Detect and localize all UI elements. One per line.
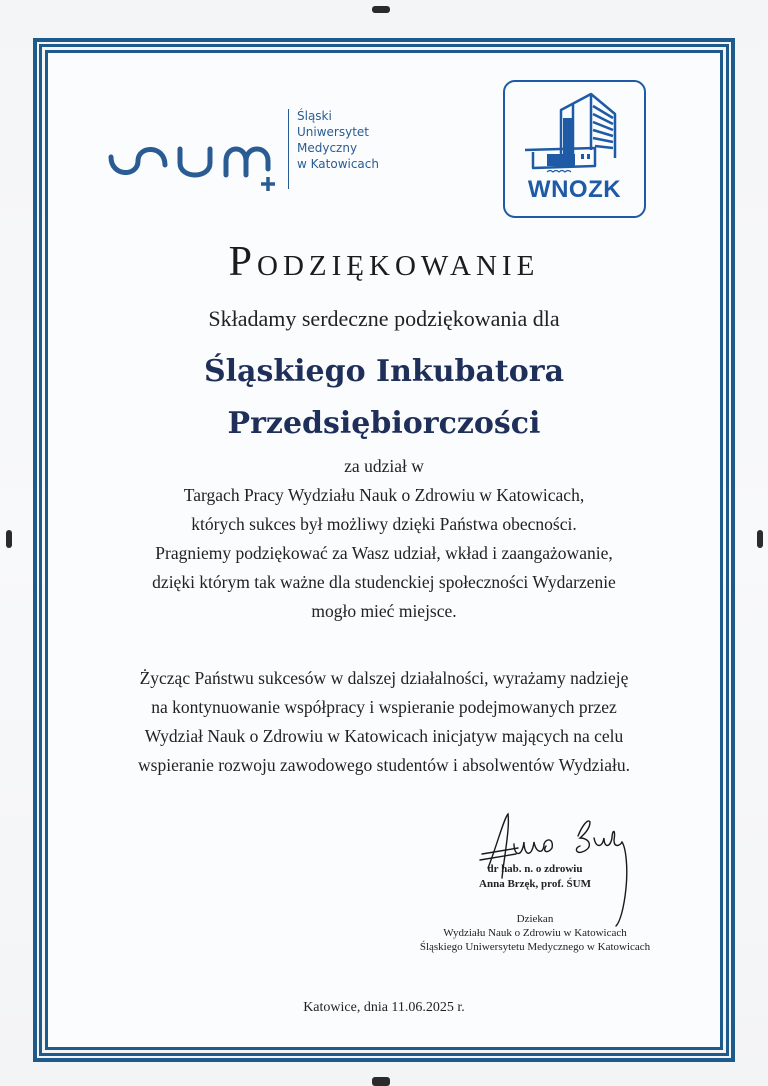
role-line: Śląskiego Uniwersytetu Medycznego w Katowicach bbox=[419, 941, 651, 953]
university-name-line: w Katowicach bbox=[297, 157, 379, 171]
building-icon bbox=[519, 88, 633, 178]
body-line: których sukces był możliwy dzięki Państwa obecności. bbox=[191, 514, 577, 534]
faculty-logo-label: WNOZK bbox=[527, 176, 622, 203]
body-paragraph-1 bbox=[60, 452, 708, 626]
university-logo bbox=[108, 105, 378, 195]
university-name-line: Medyczny bbox=[297, 141, 358, 155]
body-line: za udział w bbox=[344, 456, 424, 476]
body-paragraph-2 bbox=[60, 664, 708, 780]
recipient-line: Przedsiębiorczości bbox=[227, 406, 541, 441]
role-line: Wydziału Nauk o Zdrowiu w Katowicach bbox=[443, 927, 627, 939]
faculty-logo bbox=[503, 80, 646, 218]
signatory-block bbox=[400, 862, 670, 892]
recipient-name bbox=[60, 346, 708, 450]
university-name-line: Uniwersytet bbox=[297, 125, 369, 139]
recipient-line: Śląskiego Inkubatora bbox=[203, 354, 565, 389]
body-line: Życząc Państwu sukcesów w dalszej działalności, wyrażamy nadzieję bbox=[139, 668, 629, 688]
body-line: na kontynuowanie współpracy i wspieranie podejmowanych przez bbox=[151, 697, 617, 717]
signatory-degree: dr hab. n. o zdrowiu bbox=[487, 863, 583, 875]
body-line: wspieranie rozwoju zawodowego studentów i absolwentów Wydziału. bbox=[138, 755, 630, 775]
signatory-name: Anna Brzęk, prof. ŚUM bbox=[479, 878, 591, 890]
place-and-date: Katowice, dnia 11.06.2025 r. bbox=[303, 1000, 465, 1015]
intro-text: Składamy serdeczne podziękowania dla bbox=[208, 306, 560, 331]
body-line: Targach Pracy Wydziału Nauk o Zdrowiu w Katowicach, bbox=[183, 485, 585, 505]
body-line: Pragniemy podziękować za Wasz udział, wkład i zaangażowanie, bbox=[155, 543, 613, 563]
body-line: mogło mieć miejsce. bbox=[311, 601, 457, 621]
role-line: Dziekan bbox=[516, 913, 554, 925]
signatory-role bbox=[400, 912, 670, 954]
frame-clip-right bbox=[757, 530, 763, 548]
university-name bbox=[297, 108, 379, 172]
body-line: Wydział Nauk o Zdrowiu w Katowicach inicjatyw mających na celu bbox=[144, 726, 624, 746]
sum-logo-icon bbox=[108, 143, 276, 195]
body-line: dzięki którym tak ważne dla studenckiej społeczności Wydarzenie bbox=[152, 572, 616, 592]
document-title: Podziękowanie bbox=[228, 239, 540, 285]
frame-clip-bottom bbox=[372, 1077, 390, 1086]
frame-clip-left bbox=[6, 530, 12, 548]
university-name-line: Śląski bbox=[297, 109, 332, 123]
frame-clip-top bbox=[372, 6, 390, 13]
logo-divider bbox=[288, 109, 289, 189]
